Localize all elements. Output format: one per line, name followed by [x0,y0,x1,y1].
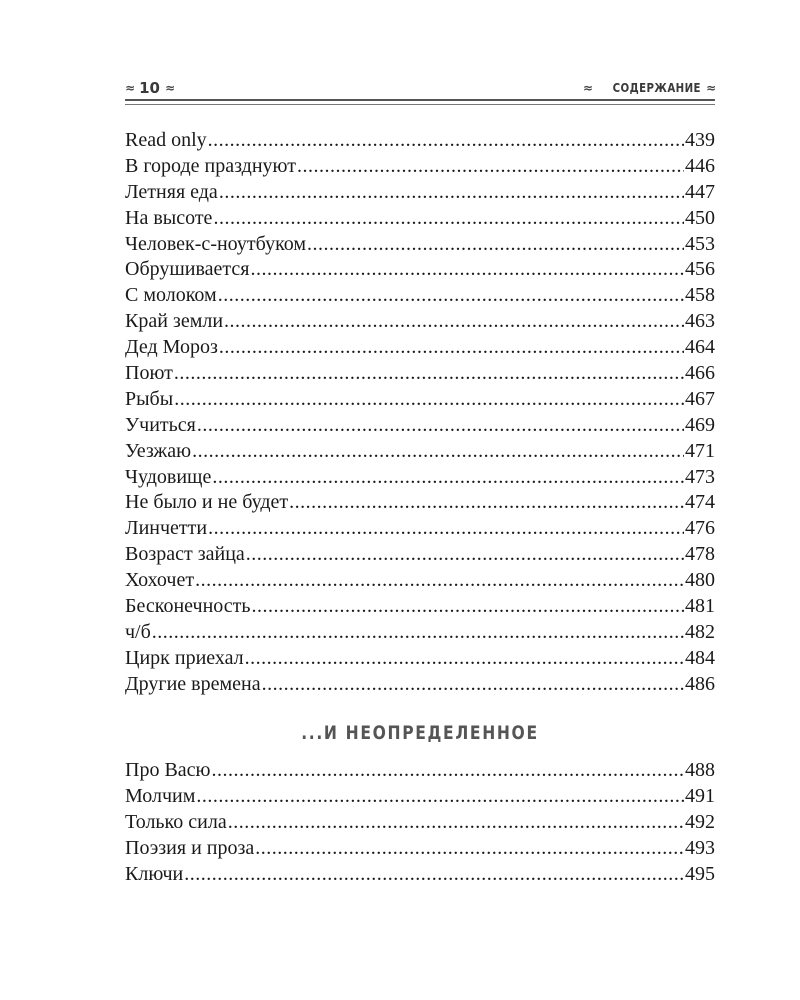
toc-entry[interactable] [125,646,715,672]
running-head [125,78,715,98]
dot-leader [307,232,684,258]
dot-leader [196,784,684,810]
toc-entry-title: Край земли [125,310,224,333]
dot-leader [212,465,684,491]
toc-entry[interactable] [125,542,715,568]
toc-entry[interactable] [125,784,715,810]
toc-entry[interactable] [125,283,715,309]
toc-entry-title: Только сила [125,810,227,833]
dot-leader [211,758,684,784]
toc-entry-page: 495 [685,862,715,885]
dot-leader [228,810,684,836]
toc-entry[interactable] [125,309,715,335]
dot-leader [184,862,684,888]
toc-entry[interactable] [125,862,715,888]
dot-leader [252,594,684,620]
toc-entry-title: Другие времена [125,672,261,695]
toc-entry[interactable] [125,594,715,620]
toc-entry-title: Человек-с-ноутбуком [125,232,307,255]
toc-entry[interactable] [125,810,715,836]
toc-entry-page: 482 [685,620,715,643]
toc-entry-title: Ключи [125,862,184,885]
toc-entry-title: Про Васю [125,759,211,781]
toc-entry-page: 476 [685,517,715,540]
toc-entry-title: Не было и не будет [125,491,289,514]
toc-entry-page: 480 [685,569,715,592]
dot-leader [174,387,684,413]
toc-entry[interactable] [125,257,715,283]
dot-leader [192,439,684,465]
toc-entry[interactable] [125,836,715,862]
toc-entry[interactable] [125,620,715,646]
dot-leader [195,568,684,594]
page-number: 10 [139,79,160,97]
toc-entry-title: В городе празднуют [125,154,296,177]
toc-entry-title: Уезжаю [125,439,192,462]
toc-entry-page: 488 [685,759,715,781]
toc-entry-page: 467 [685,387,715,410]
toc-entry-page: 450 [685,206,715,229]
dot-leader [245,646,684,672]
toc-entry-page: 478 [685,543,715,566]
toc-entry-page: 464 [685,336,715,359]
ornament-right-2: ≈ [705,81,715,95]
section-title: СОДЕРЖАНИЕ [612,81,701,95]
toc-entry-title: Read only [125,129,207,151]
dot-leader [174,361,684,387]
dot-leader [213,206,684,232]
dot-leader [208,128,684,154]
dot-leader [289,490,684,516]
dot-leader [297,154,684,180]
toc-entry-page: 466 [685,362,715,385]
toc-entry-page: 484 [685,646,715,669]
toc-entry-title: Чудовище [125,465,212,488]
toc-entry-title: Летняя еда [125,180,218,203]
toc-entry-title: Дед Мороз [125,336,218,359]
dot-leader [197,413,684,439]
toc-entry-page: 492 [685,810,715,833]
toc-entry[interactable] [125,413,715,439]
header-rule-thick [125,99,715,101]
header-rule-thin [125,104,715,105]
toc-entry[interactable] [125,206,715,232]
running-head-right [583,81,715,95]
toc-entry[interactable] [125,516,715,542]
toc-entry-title: Поэзия и проза [125,836,255,859]
toc-main-list [125,128,715,698]
toc-entry[interactable] [125,758,715,784]
toc-entry[interactable] [125,232,715,258]
toc-entry-title: На высоте [125,206,213,229]
toc-entry[interactable] [125,128,715,154]
toc-entry[interactable] [125,465,715,491]
toc-entry-page: 471 [685,439,715,462]
toc-entry-page: 473 [685,465,715,488]
ornament-right-1: ≈ [582,81,592,95]
toc-entry[interactable] [125,154,715,180]
toc-entry-title: Линчетти [125,517,208,540]
ornament-left-1: ≈ [125,81,135,95]
toc-entry[interactable] [125,180,715,206]
dot-leader [218,283,684,309]
toc-entry-page: 439 [685,129,715,151]
toc-entry[interactable] [125,335,715,361]
toc-entry-title: Рыбы [125,387,174,410]
toc-entry-title: Бесконечность [125,595,251,618]
toc-entry-page: 453 [685,232,715,255]
toc-entry[interactable] [125,387,715,413]
toc-entry[interactable] [125,672,715,698]
section-heading: ...И НЕОПРЕДЕЛЕННОЕ [301,722,539,744]
dot-leader [246,542,684,568]
toc-entry-page: 474 [685,491,715,514]
toc-entry-title: Поют [125,362,173,385]
toc-entry-page: 491 [685,784,715,807]
toc-entry-page: 469 [685,413,715,436]
toc-entry[interactable] [125,568,715,594]
toc-entry-page: 447 [685,180,715,203]
toc-entry-title: Обрушивается [125,258,250,281]
toc-entry[interactable] [125,490,715,516]
dot-leader [255,836,684,862]
toc-entry[interactable] [125,439,715,465]
toc-entry-page: 458 [685,284,715,307]
toc-entry-title: Цирк приехал [125,646,244,669]
toc-entry-page: 463 [685,310,715,333]
toc-sub-list [125,758,715,887]
dot-leader [224,309,684,335]
dot-leader [152,620,684,646]
toc-entry-page: 481 [685,595,715,618]
running-head-left [125,79,174,97]
dot-leader [262,672,684,698]
toc-entry-page: 446 [685,154,715,177]
toc-entry-page: 486 [685,672,715,695]
toc-entry-title: Учиться [125,413,196,436]
toc-entry-title: Хохочет [125,569,195,592]
ornament-left-2: ≈ [164,81,174,95]
toc-entry-page: 493 [685,836,715,859]
toc-entry[interactable] [125,361,715,387]
toc-entry-title: Возраст зайца [125,543,245,566]
dot-leader [219,180,684,206]
dot-leader [250,257,684,283]
toc-entry-title: ч/б [125,620,151,643]
toc-entry-page: 456 [685,258,715,281]
dot-leader [219,335,684,361]
dot-leader [208,516,684,542]
toc-entry-title: Молчим [125,784,196,807]
toc-entry-title: С молоком [125,284,217,307]
